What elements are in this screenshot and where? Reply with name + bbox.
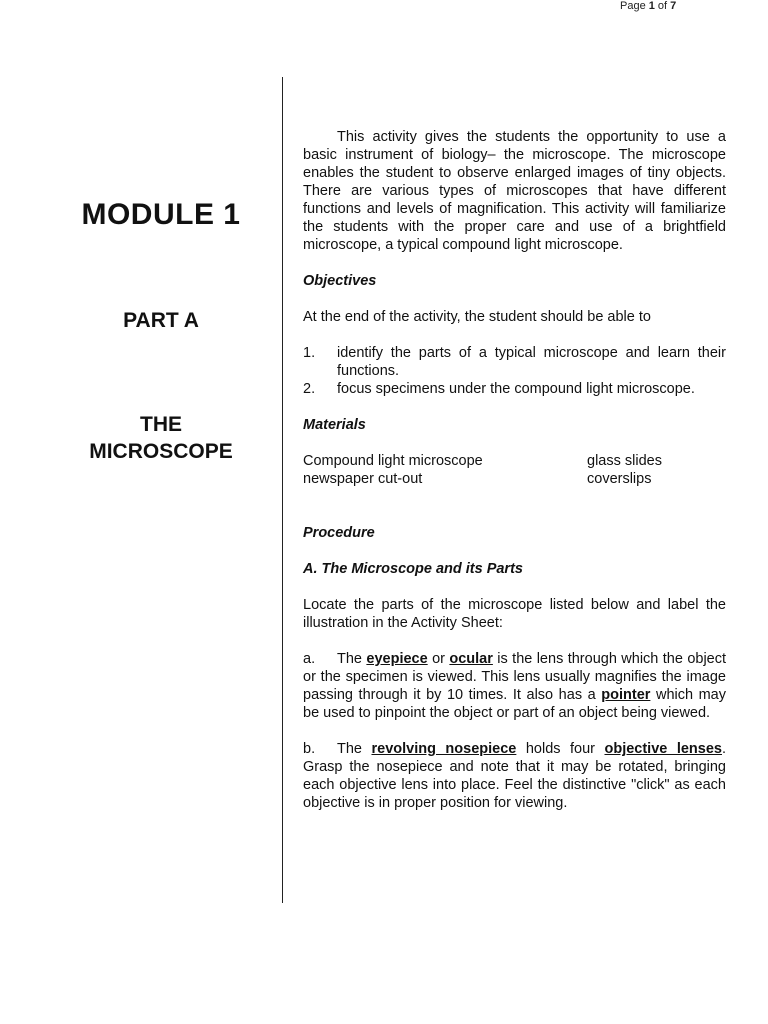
item-letter: b. bbox=[303, 741, 316, 757]
objective-item bbox=[303, 380, 726, 398]
main-content bbox=[303, 128, 726, 812]
item-text: . Grasp the nosepiece and note that it may be rotated, bringing each objective lens into place. Feel the distinctive "click" as each objective is in proper position for viewing. bbox=[303, 741, 727, 811]
item-text: or bbox=[427, 651, 450, 667]
objective-text: focus specimens under the compound light microscope. bbox=[337, 381, 695, 397]
term-pointer: pointer bbox=[601, 687, 651, 703]
term-revolving-nosepiece: revolving nosepiece bbox=[371, 741, 517, 757]
materials-row bbox=[303, 470, 726, 488]
objective-number: 1. bbox=[303, 345, 316, 361]
topic-title-line2: MICROSCOPE bbox=[89, 440, 233, 463]
procedure-item-b bbox=[303, 740, 726, 812]
topic-title-line1: THE bbox=[140, 413, 182, 436]
page-number-prefix: Page bbox=[620, 0, 649, 12]
page-number bbox=[620, 0, 676, 12]
material-item: coverslips bbox=[587, 471, 652, 487]
objectives-heading: Objectives bbox=[303, 273, 377, 289]
page-number-middle: of bbox=[654, 0, 671, 12]
objective-number: 2. bbox=[303, 381, 316, 397]
item-text: The bbox=[337, 651, 367, 667]
term-eyepiece: eyepiece bbox=[366, 651, 428, 667]
material-item: Compound light microscope bbox=[303, 453, 483, 469]
page-number-current: 1 bbox=[648, 0, 655, 12]
objective-text: identify the parts of a typical microscope and learn their functions. bbox=[337, 345, 726, 379]
objectives-list bbox=[303, 344, 726, 398]
material-item: newspaper cut-out bbox=[303, 471, 423, 487]
item-text: is the lens through which the object or the specimen is viewed. This lens usually magnifies the image passing through it by 10 times. It also has a bbox=[303, 651, 727, 703]
material-item: glass slides bbox=[587, 453, 662, 469]
materials-heading: Materials bbox=[303, 417, 366, 433]
page-number-total: 7 bbox=[670, 0, 677, 12]
term-objective-lenses: objective lenses bbox=[604, 741, 722, 757]
materials-row bbox=[303, 452, 726, 470]
objectives-lead: At the end of the activity, the student should be able to bbox=[303, 309, 651, 325]
part-title: PART A bbox=[123, 309, 199, 332]
item-text: which may be used to pinpoint the object or part of an object being viewed. bbox=[303, 687, 726, 721]
item-text: holds four bbox=[516, 741, 605, 757]
procedure-subheading: A. The Microscope and its Parts bbox=[303, 561, 523, 577]
objective-item bbox=[303, 344, 726, 380]
procedure-heading: Procedure bbox=[303, 525, 375, 541]
item-text: The bbox=[337, 741, 372, 757]
procedure-lead: Locate the parts of the microscope listed below and label the illustration in the Activity Sheet: bbox=[303, 597, 726, 631]
intro-paragraph: This activity gives the students the opportunity to use a basic instrument of biology– the microscope. The microscope enables the student to observe enlarged images of tiny objects. There are various types of microscopes that have different functions and levels of magnification. This activity will familiarize the students with the proper care and use of a brightfield microscope, a typical compound light microscope. bbox=[303, 129, 726, 253]
item-letter: a. bbox=[303, 651, 316, 667]
procedure-item-a bbox=[303, 650, 726, 722]
term-ocular: ocular bbox=[449, 651, 493, 667]
module-title: MODULE 1 bbox=[81, 198, 241, 231]
topic-title bbox=[40, 411, 282, 465]
column-divider bbox=[282, 77, 283, 903]
